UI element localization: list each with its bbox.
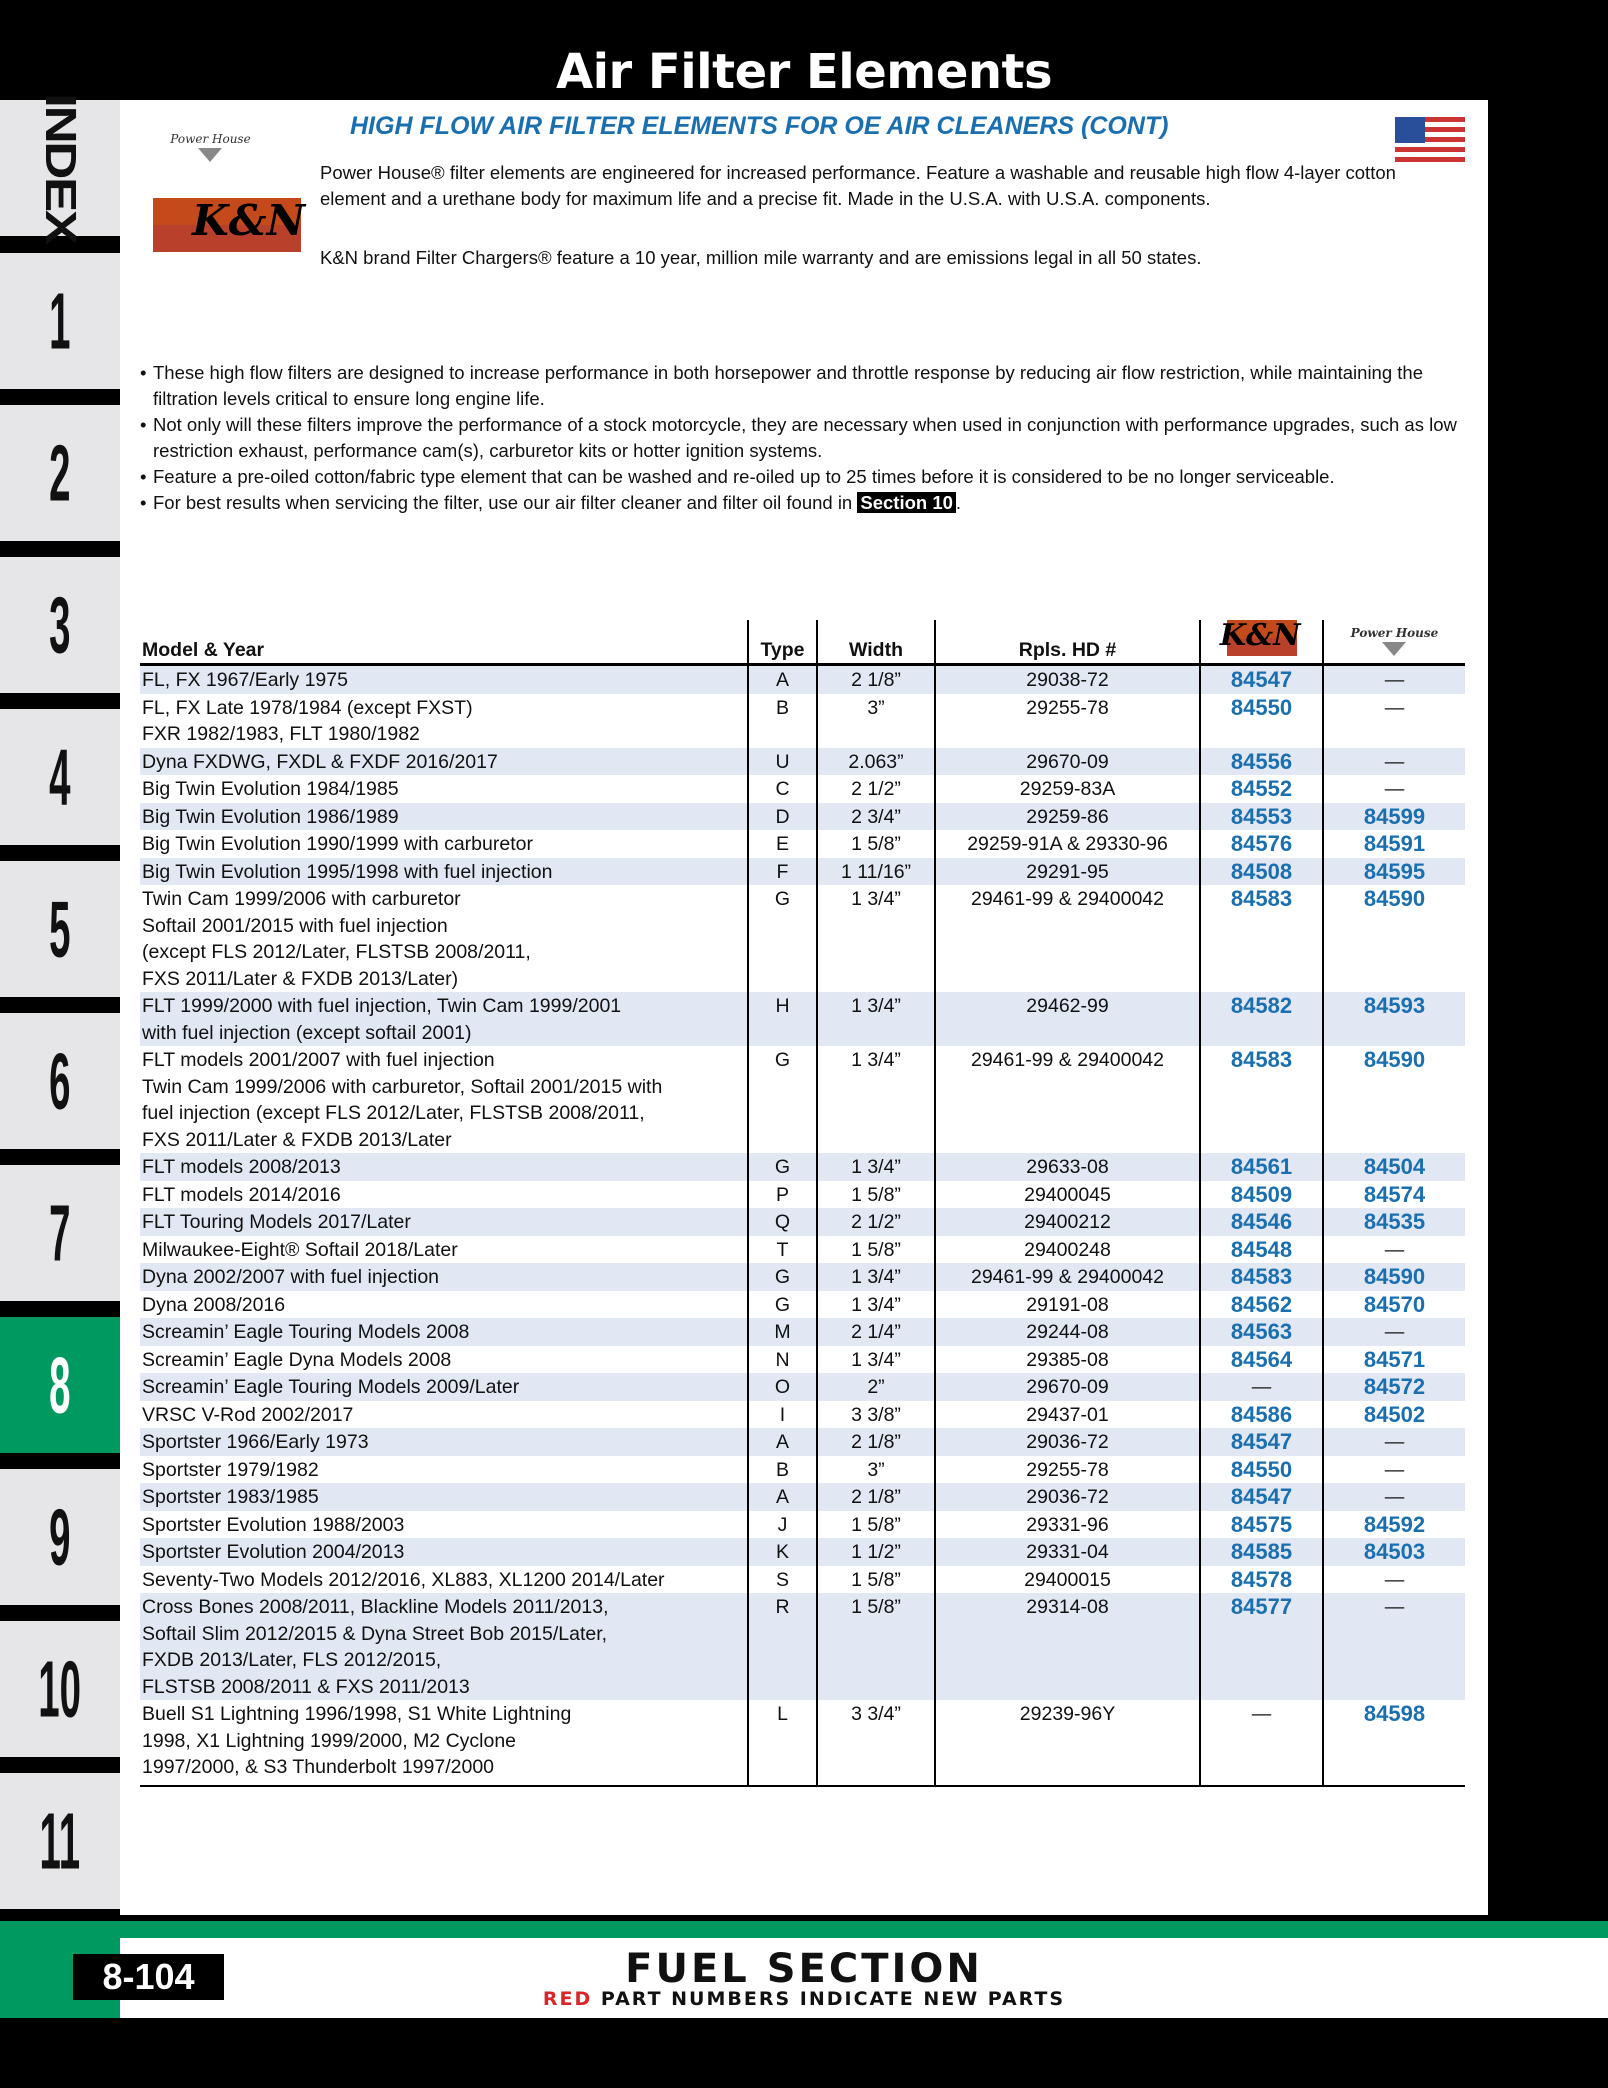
model-year-cell: FL, FX Late 1978/1984 (except FXST) FXR 1982/1983, FLT 1980/1982: [142, 696, 473, 745]
tab-label: 1: [49, 276, 71, 366]
width-cell: 3 3/4”: [817, 1700, 935, 1786]
table-row: [140, 1401, 1465, 1429]
model-year-cell: Screamin’ Eagle Touring Models 2008: [140, 1318, 748, 1346]
table-row: [140, 1483, 1465, 1511]
rpls-hd-cell: 29244-08: [935, 1318, 1200, 1346]
col-width: Width: [817, 620, 935, 665]
powerhouse-part-cell: —: [1323, 1318, 1465, 1346]
width-cell: 1 3/4”: [817, 992, 935, 1046]
rpls-hd-cell: 29670-09: [935, 1373, 1200, 1401]
type-cell: R: [748, 1593, 817, 1700]
powerhouse-part-cell: 84592: [1323, 1511, 1465, 1539]
bullet: • Feature a pre-oiled cotton/fabric type element that can be washed and re-oiled up to 25 times before it is considered to be no longer serviceable.: [140, 464, 1460, 490]
table-row: [140, 830, 1465, 858]
model-year-cell: Dyna 2008/2016: [142, 1293, 286, 1316]
powerhouse-part-cell: 84504: [1323, 1153, 1465, 1181]
tab-section-4[interactable]: [0, 709, 120, 845]
rpls-hd-cell: 29239-96Y: [935, 1700, 1200, 1786]
rpls-hd-cell: 29036-72: [935, 1428, 1200, 1456]
bullet: • Not only will these filters improve the performance of a stock motorcycle, they are necessary when used in conjunction with performance upgrades, such as low restriction exhaust, performance cam(s), carburetor kits or hotter ignition systems.: [140, 412, 1460, 464]
table-row: [140, 694, 1465, 748]
type-cell: S: [748, 1566, 817, 1594]
kn-part-cell: 84547: [1200, 1483, 1323, 1511]
rpls-hd-cell: 29259-83A: [935, 775, 1200, 803]
rpls-hd-cell: 29314-08: [935, 1593, 1200, 1700]
powerhouse-part-cell: —: [1323, 1593, 1465, 1700]
width-cell: 2 1/8”: [817, 1483, 935, 1511]
type-cell: G: [748, 1263, 817, 1291]
footer-note: RED PART NUMBERS INDICATE NEW PARTS: [542, 1988, 1066, 2010]
type-cell: G: [748, 1153, 817, 1181]
kn-part-cell: 84550: [1200, 1456, 1323, 1484]
kn-part-cell: 84547: [1200, 665, 1323, 694]
powerhouse-part-cell: 84502: [1323, 1401, 1465, 1429]
feature-list: [140, 360, 1460, 516]
kn-part-cell: 84561: [1200, 1153, 1323, 1181]
tab-section-7[interactable]: [0, 1165, 120, 1301]
kn-part-cell: 84575: [1200, 1511, 1323, 1539]
model-year-cell: Seventy-Two Models 2012/2016, XL883, XL1200 2014/Later: [142, 1568, 665, 1591]
model-year-cell: Big Twin Evolution 1990/1999 with carburetor: [142, 833, 533, 855]
kn-logo: K&N: [153, 198, 301, 257]
rpls-hd-cell: 29255-78: [935, 1456, 1200, 1484]
kn-part-cell: 84509: [1200, 1181, 1323, 1209]
table-row: [140, 1263, 1465, 1291]
width-cell: 1 3/4”: [817, 885, 935, 992]
type-cell: G: [748, 1046, 817, 1153]
col-model-year: Model & Year: [140, 620, 748, 665]
table-row: [140, 885, 1465, 992]
type-cell: G: [748, 1291, 817, 1319]
tab-label: 10: [38, 1644, 82, 1734]
model-year-cell: FLT models 2014/2016: [142, 1183, 341, 1206]
model-year-cell: Sportster 1979/1982: [142, 1458, 319, 1481]
rpls-hd-cell: 29191-08: [935, 1291, 1200, 1319]
model-year-cell: Sportster 1983/1985: [140, 1483, 748, 1511]
powerhouse-part-cell: 84570: [1323, 1291, 1465, 1319]
kn-part-cell: 84562: [1200, 1291, 1323, 1319]
table-row: [140, 1236, 1465, 1264]
model-year-cell: Dyna 2002/2007 with fuel injection: [140, 1263, 748, 1291]
table-row: [140, 1153, 1465, 1181]
tab-section-6[interactable]: [0, 1013, 120, 1149]
table-row: [140, 1428, 1465, 1456]
model-year-cell: FLT models 2008/2013: [140, 1153, 748, 1181]
tab-label: 4: [49, 732, 71, 822]
width-cell: 2 1/8”: [817, 1428, 935, 1456]
powerhouse-part-cell: —: [1323, 1236, 1465, 1264]
tab-section-5[interactable]: [0, 861, 120, 997]
rpls-hd-cell: 29400248: [935, 1236, 1200, 1264]
table-row: [140, 1046, 1465, 1153]
type-cell: T: [748, 1236, 817, 1264]
type-cell: P: [748, 1181, 817, 1209]
powerhouse-part-cell: —: [1323, 748, 1465, 776]
powerhouse-part-cell: 84535: [1323, 1208, 1465, 1236]
usa-flag-icon: [1395, 117, 1465, 165]
col-type: Type: [748, 620, 817, 665]
table-row: [140, 1208, 1465, 1236]
rpls-hd-cell: 29259-86: [935, 803, 1200, 831]
type-cell: B: [748, 694, 817, 748]
type-cell: M: [748, 1318, 817, 1346]
width-cell: 2 1/8”: [817, 665, 935, 694]
powerhouse-part-cell: 84571: [1323, 1346, 1465, 1374]
tab-label: 5: [49, 884, 71, 974]
kn-part-cell: —: [1200, 1700, 1323, 1786]
type-cell: O: [748, 1373, 817, 1401]
table-row: [140, 1700, 1465, 1786]
width-cell: 1 11/16”: [817, 858, 935, 886]
table-row: [140, 748, 1465, 776]
kn-part-cell: 84547: [1200, 1428, 1323, 1456]
model-year-cell: FLT Touring Models 2017/Later: [140, 1208, 748, 1236]
model-year-cell: Twin Cam 1999/2006 with carburetor Softail 2001/2015 with fuel injection (except FLS 2012/Later, FLSTSB 2008/2011, FXS 2011/Later & FXDB 2013/Later): [142, 888, 531, 990]
rpls-hd-cell: 29291-95: [935, 858, 1200, 886]
powerhouse-part-cell: 84503: [1323, 1538, 1465, 1566]
table-row: [140, 858, 1465, 886]
kn-part-cell: 84546: [1200, 1208, 1323, 1236]
tab-section-8[interactable]: [0, 1305, 120, 1465]
rpls-hd-cell: 29259-91A & 29330-96: [935, 830, 1200, 858]
powerhouse-part-cell: 84591: [1323, 830, 1465, 858]
model-year-cell: Cross Bones 2008/2011, Blackline Models 2011/2013, Softail Slim 2012/2015 & Dyna Street Bob 2015/Later, FXDB 2013/Later, FLS 2012/2015, FLSTSB 2008/2011 & FXS 2011/2013: [140, 1593, 748, 1700]
rpls-hd-cell: 29331-04: [935, 1538, 1200, 1566]
type-cell: Q: [748, 1208, 817, 1236]
tab-section-3[interactable]: [0, 557, 120, 693]
table-row: [140, 992, 1465, 1046]
model-year-cell: Big Twin Evolution 1995/1998 with fuel injection: [140, 858, 748, 886]
table-row: [140, 1566, 1465, 1594]
tab-section-2[interactable]: [0, 405, 120, 541]
powerhouse-part-cell: —: [1323, 1566, 1465, 1594]
tab-index[interactable]: [0, 93, 120, 243]
col-kn: [1200, 620, 1323, 665]
rpls-hd-cell: 29461-99 & 29400042: [935, 1046, 1200, 1153]
kn-part-cell: 84582: [1200, 992, 1323, 1046]
model-year-cell: Sportster 1966/Early 1973: [140, 1428, 748, 1456]
powerhouse-part-cell: —: [1323, 694, 1465, 748]
width-cell: 1 5/8”: [817, 1593, 935, 1700]
rpls-hd-cell: 29255-78: [935, 694, 1200, 748]
powerhouse-part-cell: 84599: [1323, 803, 1465, 831]
width-cell: 2 1/2”: [817, 775, 935, 803]
table-row: [140, 1538, 1465, 1566]
powerhouse-part-cell: 84595: [1323, 858, 1465, 886]
tab-section-11[interactable]: [0, 1773, 120, 1909]
type-cell: L: [748, 1700, 817, 1786]
powerhouse-part-cell: 84574: [1323, 1181, 1465, 1209]
kn-logo: K&N: [1227, 620, 1297, 656]
powerhouse-part-cell: 84590: [1323, 1263, 1465, 1291]
model-year-cell: VRSC V-Rod 2002/2017: [142, 1403, 354, 1426]
powerhouse-logo: Power House: [153, 130, 268, 168]
table-row: [140, 1373, 1465, 1401]
table-row: [140, 1346, 1465, 1374]
air-filter-table: [140, 620, 1465, 1787]
model-year-cell: Milwaukee-Eight® Softail 2018/Later: [142, 1238, 458, 1261]
type-cell: D: [748, 803, 817, 831]
width-cell: 1 3/4”: [817, 1153, 935, 1181]
width-cell: 1 5/8”: [817, 1566, 935, 1594]
rpls-hd-cell: 29385-08: [935, 1346, 1200, 1374]
kn-part-cell: —: [1200, 1373, 1323, 1401]
powerhouse-part-cell: —: [1323, 1456, 1465, 1484]
powerhouse-part-cell: 84593: [1323, 992, 1465, 1046]
kn-part-cell: 84508: [1200, 858, 1323, 886]
width-cell: 1 3/4”: [817, 1046, 935, 1153]
kn-part-cell: 84577: [1200, 1593, 1323, 1700]
rpls-hd-cell: 29462-99: [935, 992, 1200, 1046]
rpls-hd-cell: 29331-96: [935, 1511, 1200, 1539]
rpls-hd-cell: 29400015: [935, 1566, 1200, 1594]
tab-label: 9: [49, 1492, 71, 1582]
type-cell: H: [748, 992, 817, 1046]
table-row: [140, 1318, 1465, 1346]
tab-label: 8: [49, 1340, 71, 1430]
rpls-hd-cell: 29461-99 & 29400042: [935, 885, 1200, 992]
type-cell: F: [748, 858, 817, 886]
width-cell: 3 3/8”: [817, 1401, 935, 1429]
table-row: [140, 1511, 1465, 1539]
section-name: FUEL SECTION: [625, 1946, 983, 1992]
tab-section-1[interactable]: [0, 253, 120, 389]
kn-part-cell: 84550: [1200, 694, 1323, 748]
width-cell: 1 5/8”: [817, 1181, 935, 1209]
kn-part-cell: 84576: [1200, 830, 1323, 858]
model-year-cell: Screamin’ Eagle Dyna Models 2008: [142, 1348, 452, 1371]
model-year-cell: Buell S1 Lightning 1996/1998, S1 White Lightning 1998, X1 Lightning 1999/2000, M2 Cyclone 1997/2000, & S3 Thunderbolt 1997/2000: [140, 1700, 748, 1786]
kn-part-cell: 84586: [1200, 1401, 1323, 1429]
rpls-hd-cell: 29038-72: [935, 665, 1200, 694]
width-cell: 1 3/4”: [817, 1263, 935, 1291]
type-cell: I: [748, 1401, 817, 1429]
kn-part-cell: 84583: [1200, 885, 1323, 992]
rpls-hd-cell: 29461-99 & 29400042: [935, 1263, 1200, 1291]
model-year-cell: Dyna FXDWG, FXDL & FXDF 2016/2017: [140, 748, 748, 776]
tab-label: 7: [49, 1188, 71, 1278]
bullet: • These high flow filters are designed to increase performance in both horsepower and throttle response by reducing air flow restriction, while maintaining the filtration levels critical to ensure long engine life.: [140, 360, 1460, 412]
kn-part-cell: 84548: [1200, 1236, 1323, 1264]
type-cell: B: [748, 1456, 817, 1484]
kn-part-cell: 84556: [1200, 748, 1323, 776]
width-cell: 1 1/2”: [817, 1538, 935, 1566]
table-row: [140, 665, 1465, 694]
tab-section-10[interactable]: [0, 1621, 120, 1757]
width-cell: 2 1/4”: [817, 1318, 935, 1346]
table-row: [140, 1593, 1465, 1700]
rpls-hd-cell: 29036-72: [935, 1483, 1200, 1511]
kn-part-cell: 84552: [1200, 775, 1323, 803]
tab-label: 3: [49, 580, 71, 670]
model-year-cell: FL, FX 1967/Early 1975: [140, 665, 748, 694]
powerhouse-part-cell: 84590: [1323, 1046, 1465, 1153]
powerhouse-part-cell: 84598: [1323, 1700, 1465, 1786]
width-cell: 2 3/4”: [817, 803, 935, 831]
table-row: [140, 1291, 1465, 1319]
width-cell: 3”: [817, 1456, 935, 1484]
type-cell: A: [748, 1428, 817, 1456]
subheading: HIGH FLOW AIR FILTER ELEMENTS FOR OE AIR CLEANERS (CONT): [350, 112, 1169, 140]
kn-part-cell: 84585: [1200, 1538, 1323, 1566]
model-year-cell: Big Twin Evolution 1984/1985: [142, 778, 399, 800]
width-cell: 1 5/8”: [817, 830, 935, 858]
type-cell: A: [748, 1483, 817, 1511]
model-year-cell: Sportster Evolution 1988/2003: [142, 1513, 405, 1536]
section-10-link[interactable]: Section 10: [857, 492, 956, 513]
type-cell: E: [748, 830, 817, 858]
type-cell: U: [748, 748, 817, 776]
model-year-cell: Big Twin Evolution 1986/1989: [140, 803, 748, 831]
col-rpls-hd: Rpls. HD #: [935, 620, 1200, 665]
width-cell: 1 5/8”: [817, 1236, 935, 1264]
table-row: [140, 1181, 1465, 1209]
page-number: 8-104: [73, 1954, 224, 2000]
width-cell: 1 3/4”: [817, 1346, 935, 1374]
model-year-cell: Sportster Evolution 2004/2013: [140, 1538, 748, 1566]
type-cell: J: [748, 1511, 817, 1539]
type-cell: A: [748, 665, 817, 694]
description-kn: K&N brand Filter Chargers® feature a 10 year, million mile warranty and are emissions legal in all 50 states.: [320, 247, 1202, 268]
type-cell: G: [748, 885, 817, 992]
rpls-hd-cell: 29400212: [935, 1208, 1200, 1236]
type-cell: N: [748, 1346, 817, 1374]
tab-section-9[interactable]: [0, 1469, 120, 1605]
width-cell: 1 3/4”: [817, 1291, 935, 1319]
powerhouse-part-cell: 84590: [1323, 885, 1465, 992]
powerhouse-part-cell: 84572: [1323, 1373, 1465, 1401]
tab-label: 11: [39, 1796, 81, 1886]
rpls-hd-cell: 29437-01: [935, 1401, 1200, 1429]
table-row: [140, 803, 1465, 831]
kn-part-cell: 84553: [1200, 803, 1323, 831]
rpls-hd-cell: 29633-08: [935, 1153, 1200, 1181]
type-cell: K: [748, 1538, 817, 1566]
tab-label: 6: [49, 1036, 71, 1126]
kn-part-cell: 84583: [1200, 1046, 1323, 1153]
kn-part-cell: 84563: [1200, 1318, 1323, 1346]
model-year-cell: Screamin’ Eagle Touring Models 2009/Later: [140, 1373, 748, 1401]
kn-part-cell: 84564: [1200, 1346, 1323, 1374]
model-year-cell: FLT models 2001/2007 with fuel injection Twin Cam 1999/2006 with carburetor, Softail 2001/2015 with fuel injection (except FLS 2012/Later, FLSTSB 2008/2011, FXS 2011/Later & FXDB 2013/Later: [142, 1049, 663, 1151]
kn-part-cell: 84578: [1200, 1566, 1323, 1594]
width-cell: 2”: [817, 1373, 935, 1401]
width-cell: 3”: [817, 694, 935, 748]
rpls-hd-cell: 29400045: [935, 1181, 1200, 1209]
powerhouse-part-cell: —: [1323, 775, 1465, 803]
tab-label: INDEX: [36, 93, 86, 243]
tab-label: 2: [49, 428, 71, 518]
col-powerhouse: [1323, 620, 1465, 665]
bullet: • For best results when servicing the filter, use our air filter cleaner and filter oil found in Section 10 .: [140, 490, 1460, 516]
page-title: Air Filter Elements: [555, 44, 1053, 100]
table-row: [140, 1456, 1465, 1484]
powerhouse-part-cell: —: [1323, 1428, 1465, 1456]
powerhouse-part-cell: —: [1323, 665, 1465, 694]
description-powerhouse: Power House® filter elements are engineered for increased performance. Feature a washable and reusable high flow 4-layer cotton element and a urethane body for maximum life and a precise fit. Made in the U.S.A. with U.S.A. components.: [320, 162, 1396, 209]
type-cell: C: [748, 775, 817, 803]
table-row: [140, 775, 1465, 803]
width-cell: 2.063”: [817, 748, 935, 776]
powerhouse-part-cell: —: [1323, 1483, 1465, 1511]
powerhouse-logo: Power House: [1337, 626, 1452, 662]
footer-stripe: [0, 1921, 1608, 1938]
width-cell: 2 1/2”: [817, 1208, 935, 1236]
model-year-cell: FLT 1999/2000 with fuel injection, Twin Cam 1999/2001 with fuel injection (except softail 2001): [140, 992, 748, 1046]
width-cell: 1 5/8”: [817, 1511, 935, 1539]
kn-part-cell: 84583: [1200, 1263, 1323, 1291]
rpls-hd-cell: 29670-09: [935, 748, 1200, 776]
